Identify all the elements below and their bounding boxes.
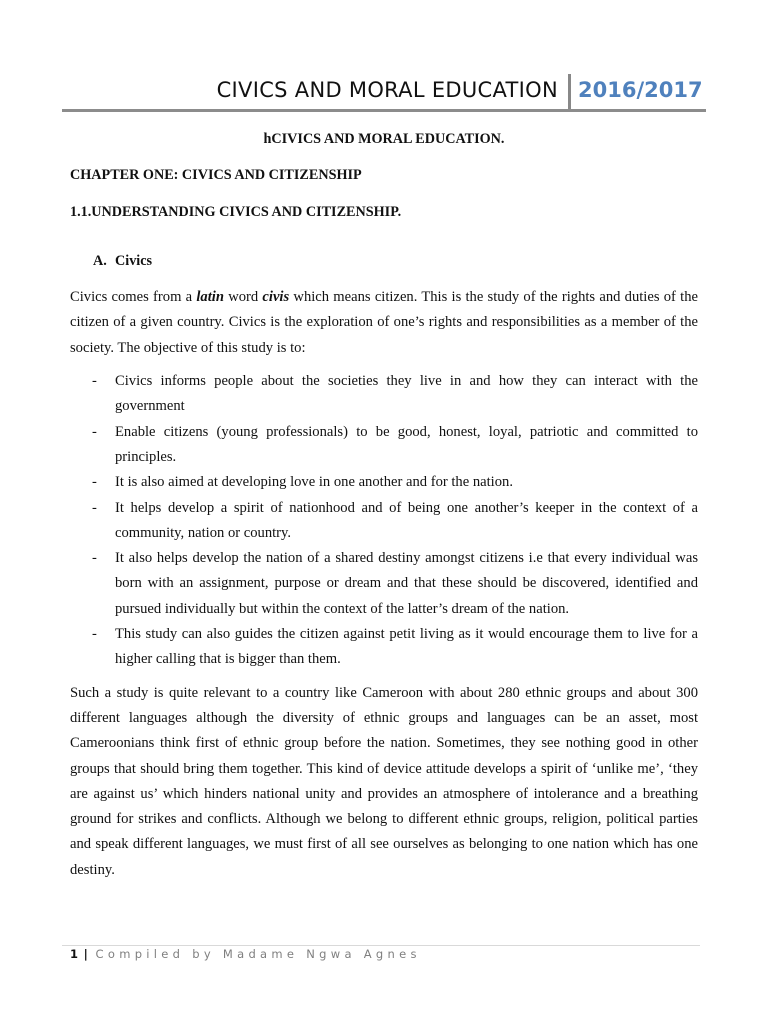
list-item (70, 369, 698, 420)
page-header (62, 72, 706, 110)
list-item-text: Civics informs people about the societies they live in and how they can interact with the government (115, 373, 698, 415)
footer-compiled-by: Compiled by Madame Ngwa Agnes (95, 947, 421, 961)
list-item (70, 470, 698, 495)
bullet-dash: - (92, 474, 97, 491)
subsection-heading (93, 249, 698, 274)
list-item-text: It also helps develop the nation of a shared destiny amongst citizens i.e that every individual was born with an assignment, purpose or dream and that these should be discovered, identified and pursued individually but within the context of the latter’s dream of the nation. (115, 550, 698, 617)
list-item-text: Enable citizens (young professionals) to be good, honest, loyal, patriotic and committed to principles. (115, 423, 698, 465)
intro-text-2: word (223, 289, 263, 306)
footer-separator: | (83, 947, 88, 961)
intro-latin-word: latin (196, 289, 224, 306)
bullet-dash: - (92, 423, 97, 440)
section-heading: 1.1.UNDERSTANDING CIVICS AND CITIZENSHIP. (70, 203, 402, 220)
page-number: 1 (70, 947, 79, 961)
closing-paragraph: Such a study is quite relevant to a country like Cameroon with about 280 ethnic groups and about 300 different languages although the diversity of ethnic groups and languages can be an asset, most Cameroonians think first of ethnic group before the nation. Sometimes, they see nothing good in other groups that should bring them together. This kind of device attitude develops a spirit of ‘unlike me’, ‘they are against us’ which hinders national unity and provides an atmosphere of intolerance and a breathing ground for strikes and conflicts. Although we belong to different ethnic groups, religion, political parties and speak different languages, we must first of all see ourselves as belonging to one nation which has one destiny. (70, 684, 698, 878)
header-divider (568, 74, 571, 110)
footer-rule (62, 945, 700, 946)
list-item (70, 546, 698, 622)
objectives-list (70, 369, 698, 673)
list-item (70, 496, 698, 547)
list-item-text: This study can also guides the citizen against petit living as it would encourage them to live for a higher calling that is bigger than them. (115, 626, 698, 668)
list-item-text: It is also aimed at developing love in one another and for the nation. (115, 474, 513, 491)
document-body (70, 127, 698, 883)
header-year: 2016/2017 (578, 78, 703, 102)
subsection-marker: A. (93, 252, 107, 269)
bullet-dash: - (92, 373, 97, 390)
bullet-dash: - (92, 626, 97, 643)
subsection-label: Civics (115, 252, 153, 269)
header-rule (62, 109, 706, 112)
list-item (70, 420, 698, 471)
header-title: CIVICS AND MORAL EDUCATION (216, 78, 558, 102)
document-title: hCIVICS AND MORAL EDUCATION. (263, 131, 505, 147)
chapter-heading: CHAPTER ONE: CIVICS AND CITIZENSHIP (70, 167, 362, 184)
list-item (70, 622, 698, 673)
page-footer (70, 947, 421, 961)
intro-civis-word: civis (262, 289, 290, 306)
bullet-dash: - (92, 550, 97, 567)
intro-text-3: which means citizen. This is the study of the rights and duties of the citizen of a given country. Civics is the exploration of one’s rights and responsibilities as a member of the society. The objective of this study is to: (70, 289, 698, 356)
intro-text-1: Civics comes from a (70, 289, 197, 306)
intro-paragraph (70, 285, 698, 361)
bullet-dash: - (92, 499, 97, 516)
list-item-text: It helps develop a spirit of nationhood and of being one another’s keeper in the context of a community, nation or country. (115, 499, 698, 541)
